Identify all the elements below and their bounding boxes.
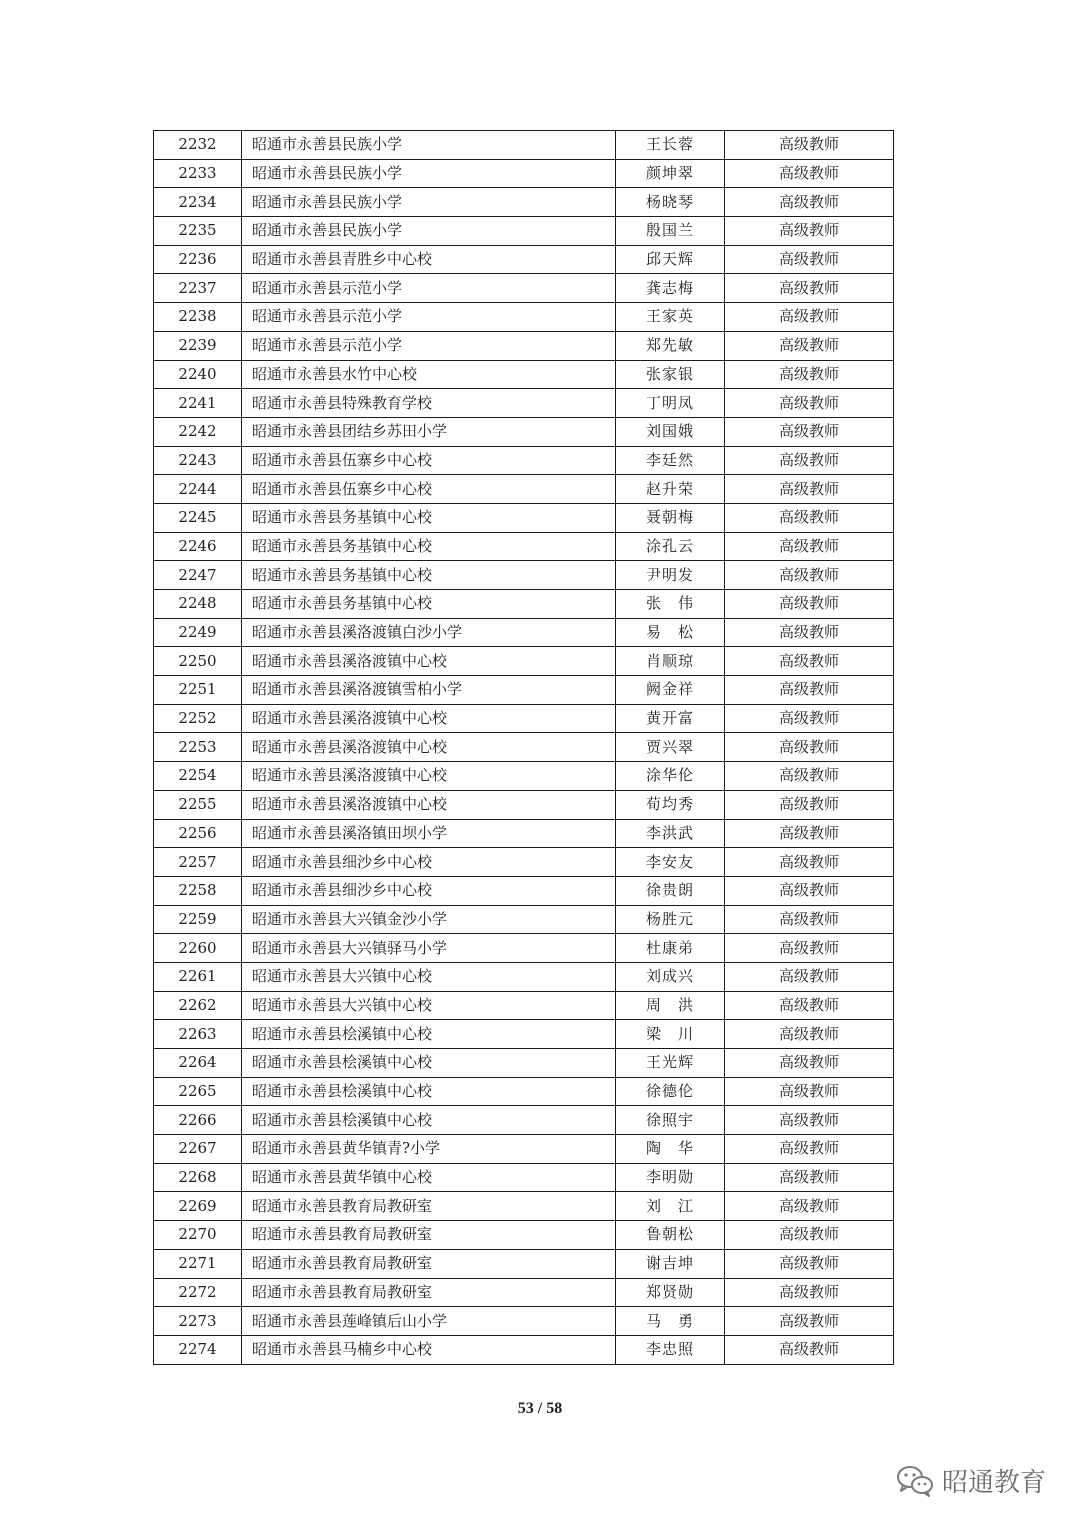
- row-number: 2266: [154, 1106, 242, 1135]
- teacher-title: 高级教师: [725, 876, 894, 905]
- school-name: 昭通市永善县教育局教研室: [242, 1278, 616, 1307]
- school-name: 昭通市永善县务基镇中心校: [242, 590, 616, 619]
- school-name: 昭通市永善县溪洛渡镇中心校: [242, 733, 616, 762]
- teacher-name: 邱天辉: [616, 245, 725, 274]
- school-name: 昭通市永善县桧溪镇中心校: [242, 1077, 616, 1106]
- teacher-title: 高级教师: [725, 131, 894, 160]
- teacher-title: 高级教师: [725, 1192, 894, 1221]
- teacher-title: 高级教师: [725, 704, 894, 733]
- teacher-name: 阙金祥: [616, 676, 725, 705]
- teacher-title: 高级教师: [725, 389, 894, 418]
- row-number: 2271: [154, 1249, 242, 1278]
- teacher-name: 聂朝梅: [616, 503, 725, 532]
- teacher-name: 李廷然: [616, 446, 725, 475]
- row-number: 2269: [154, 1192, 242, 1221]
- row-number: 2273: [154, 1307, 242, 1336]
- teacher-name: 易 松: [616, 618, 725, 647]
- school-name: 昭通市永善县桧溪镇中心校: [242, 1049, 616, 1078]
- teacher-title: 高级教师: [725, 417, 894, 446]
- teacher-name: 王光辉: [616, 1049, 725, 1078]
- teacher-title: 高级教师: [725, 1135, 894, 1164]
- school-name: 昭通市永善县细沙乡中心校: [242, 848, 616, 877]
- school-name: 昭通市永善县黄华镇中心校: [242, 1163, 616, 1192]
- teacher-title: 高级教师: [725, 1249, 894, 1278]
- table-row: [154, 245, 894, 274]
- teacher-title: 高级教师: [725, 217, 894, 246]
- teacher-name: 杜康弟: [616, 934, 725, 963]
- table-row: [154, 1307, 894, 1336]
- row-number: 2236: [154, 245, 242, 274]
- teacher-name: 涂华伦: [616, 762, 725, 791]
- teacher-title: 高级教师: [725, 503, 894, 532]
- table-row: [154, 819, 894, 848]
- school-name: 昭通市永善县细沙乡中心校: [242, 876, 616, 905]
- wechat-icon: [896, 1465, 934, 1497]
- teacher-name: 李洪武: [616, 819, 725, 848]
- teacher-title: 高级教师: [725, 1163, 894, 1192]
- teacher-title: 高级教师: [725, 360, 894, 389]
- row-number: 2260: [154, 934, 242, 963]
- row-number: 2244: [154, 475, 242, 504]
- teacher-title: 高级教师: [725, 1077, 894, 1106]
- table-row: [154, 762, 894, 791]
- teacher-name: 徐德伦: [616, 1077, 725, 1106]
- teacher-name: 李明勋: [616, 1163, 725, 1192]
- teacher-title: 高级教师: [725, 1049, 894, 1078]
- table-row: [154, 131, 894, 160]
- teacher-name: 郑先敏: [616, 331, 725, 360]
- row-number: 2251: [154, 676, 242, 705]
- school-name: 昭通市永善县溪洛渡镇白沙小学: [242, 618, 616, 647]
- teacher-name: 荀均秀: [616, 790, 725, 819]
- row-number: 2232: [154, 131, 242, 160]
- school-name: 昭通市永善县大兴镇金沙小学: [242, 905, 616, 934]
- table-row: [154, 159, 894, 188]
- table-row: [154, 1192, 894, 1221]
- teacher-title: 高级教师: [725, 991, 894, 1020]
- teacher-title: 高级教师: [725, 848, 894, 877]
- table-body: [154, 131, 894, 1365]
- teacher-name: 颜坤翠: [616, 159, 725, 188]
- teacher-title: 高级教师: [725, 532, 894, 561]
- teacher-title: 高级教师: [725, 1335, 894, 1364]
- teacher-title: 高级教师: [725, 159, 894, 188]
- school-name: 昭通市永善县务基镇中心校: [242, 503, 616, 532]
- table-row: [154, 1077, 894, 1106]
- table-row: [154, 790, 894, 819]
- table-row: [154, 676, 894, 705]
- table-row: [154, 1106, 894, 1135]
- teacher-title: 高级教师: [725, 274, 894, 303]
- table-row: [154, 188, 894, 217]
- teacher-name: 陶 华: [616, 1135, 725, 1164]
- school-name: 昭通市永善县黄华镇青?小学: [242, 1135, 616, 1164]
- teacher-name: 郑贤勋: [616, 1278, 725, 1307]
- row-number: 2257: [154, 848, 242, 877]
- teacher-title: 高级教师: [725, 1106, 894, 1135]
- teacher-title: 高级教师: [725, 1221, 894, 1250]
- table-row: [154, 991, 894, 1020]
- table-row: [154, 217, 894, 246]
- teacher-name: 刘 江: [616, 1192, 725, 1221]
- table-row: [154, 934, 894, 963]
- school-name: 昭通市永善县教育局教研室: [242, 1221, 616, 1250]
- school-name: 昭通市永善县民族小学: [242, 188, 616, 217]
- teacher-title: 高级教师: [725, 1307, 894, 1336]
- table-row: [154, 561, 894, 590]
- table-row: [154, 905, 894, 934]
- teacher-title: 高级教师: [725, 905, 894, 934]
- school-name: 昭通市永善县教育局教研室: [242, 1249, 616, 1278]
- table-row: [154, 733, 894, 762]
- teacher-title: 高级教师: [725, 1278, 894, 1307]
- teacher-name: 尹明发: [616, 561, 725, 590]
- table-row: [154, 1049, 894, 1078]
- table-row: [154, 876, 894, 905]
- teacher-title: 高级教师: [725, 790, 894, 819]
- teacher-title: 高级教师: [725, 590, 894, 619]
- teacher-name: 梁 川: [616, 1020, 725, 1049]
- teacher-name: 杨胜元: [616, 905, 725, 934]
- school-name: 昭通市永善县伍寨乡中心校: [242, 475, 616, 504]
- teacher-name: 王长蓉: [616, 131, 725, 160]
- row-number: 2249: [154, 618, 242, 647]
- teacher-title: 高级教师: [725, 1020, 894, 1049]
- teacher-title: 高级教师: [725, 331, 894, 360]
- row-number: 2247: [154, 561, 242, 590]
- row-number: 2237: [154, 274, 242, 303]
- teacher-title: 高级教师: [725, 962, 894, 991]
- table-row: [154, 848, 894, 877]
- school-name: 昭通市永善县桧溪镇中心校: [242, 1020, 616, 1049]
- watermark: [896, 1462, 1046, 1499]
- table-row: [154, 389, 894, 418]
- row-number: 2255: [154, 790, 242, 819]
- row-number: 2239: [154, 331, 242, 360]
- table-row: [154, 475, 894, 504]
- table-row: [154, 446, 894, 475]
- row-number: 2265: [154, 1077, 242, 1106]
- teacher-title: 高级教师: [725, 475, 894, 504]
- school-name: 昭通市永善县溪洛渡镇中心校: [242, 790, 616, 819]
- row-number: 2235: [154, 217, 242, 246]
- teacher-name: 马 勇: [616, 1307, 725, 1336]
- teacher-name: 张家银: [616, 360, 725, 389]
- table-row: [154, 274, 894, 303]
- school-name: 昭通市永善县大兴镇中心校: [242, 991, 616, 1020]
- table-row: [154, 1278, 894, 1307]
- teacher-title: 高级教师: [725, 762, 894, 791]
- school-name: 昭通市永善县溪洛渡镇中心校: [242, 762, 616, 791]
- school-name: 昭通市永善县伍寨乡中心校: [242, 446, 616, 475]
- table-row: [154, 962, 894, 991]
- teacher-name: 李忠照: [616, 1335, 725, 1364]
- table-row: [154, 1249, 894, 1278]
- table-row: [154, 1135, 894, 1164]
- school-name: 昭通市永善县示范小学: [242, 331, 616, 360]
- teacher-title: 高级教师: [725, 188, 894, 217]
- teacher-name: 殷国兰: [616, 217, 725, 246]
- teacher-name: 贾兴翠: [616, 733, 725, 762]
- row-number: 2254: [154, 762, 242, 791]
- teacher-name: 王家英: [616, 303, 725, 332]
- teacher-name: 赵升荣: [616, 475, 725, 504]
- row-number: 2240: [154, 360, 242, 389]
- table-row: [154, 360, 894, 389]
- school-name: 昭通市永善县示范小学: [242, 274, 616, 303]
- teacher-name: 徐贵朗: [616, 876, 725, 905]
- row-number: 2270: [154, 1221, 242, 1250]
- teacher-title: 高级教师: [725, 303, 894, 332]
- row-number: 2267: [154, 1135, 242, 1164]
- school-name: 昭通市永善县特殊教育学校: [242, 389, 616, 418]
- table-row: [154, 1163, 894, 1192]
- school-name: 昭通市永善县团结乡苏田小学: [242, 417, 616, 446]
- row-number: 2250: [154, 647, 242, 676]
- school-name: 昭通市永善县溪洛渡镇雪柏小学: [242, 676, 616, 705]
- row-number: 2263: [154, 1020, 242, 1049]
- teacher-name: 丁明凤: [616, 389, 725, 418]
- row-number: 2233: [154, 159, 242, 188]
- school-name: 昭通市永善县桧溪镇中心校: [242, 1106, 616, 1135]
- school-name: 昭通市永善县青胜乡中心校: [242, 245, 616, 274]
- teacher-name: 涂孔云: [616, 532, 725, 561]
- row-number: 2248: [154, 590, 242, 619]
- teacher-name: 龚志梅: [616, 274, 725, 303]
- row-number: 2262: [154, 991, 242, 1020]
- school-name: 昭通市永善县大兴镇驿马小学: [242, 934, 616, 963]
- row-number: 2256: [154, 819, 242, 848]
- teacher-title: 高级教师: [725, 733, 894, 762]
- table-row: [154, 503, 894, 532]
- table-row: [154, 590, 894, 619]
- row-number: 2246: [154, 532, 242, 561]
- teacher-name: 刘国娥: [616, 417, 725, 446]
- table-row: [154, 303, 894, 332]
- table-row: [154, 417, 894, 446]
- school-name: 昭通市永善县务基镇中心校: [242, 532, 616, 561]
- school-name: 昭通市永善县民族小学: [242, 131, 616, 160]
- teacher-name: 李安友: [616, 848, 725, 877]
- school-name: 昭通市永善县教育局教研室: [242, 1192, 616, 1221]
- row-number: 2241: [154, 389, 242, 418]
- teacher-name: 谢吉坤: [616, 1249, 725, 1278]
- row-number: 2258: [154, 876, 242, 905]
- table-row: [154, 1020, 894, 1049]
- watermark-text: 昭通教育: [941, 1468, 1046, 1498]
- teacher-title: 高级教师: [725, 245, 894, 274]
- teacher-title: 高级教师: [725, 446, 894, 475]
- teacher-title: 高级教师: [725, 819, 894, 848]
- teacher-title: 高级教师: [725, 934, 894, 963]
- teacher-name: 肖顺琼: [616, 647, 725, 676]
- school-name: 昭通市永善县莲峰镇后山小学: [242, 1307, 616, 1336]
- teacher-title: 高级教师: [725, 647, 894, 676]
- school-name: 昭通市永善县大兴镇中心校: [242, 962, 616, 991]
- school-name: 昭通市永善县务基镇中心校: [242, 561, 616, 590]
- table-row: [154, 532, 894, 561]
- teacher-name: 张 伟: [616, 590, 725, 619]
- row-number: 2261: [154, 962, 242, 991]
- table-row: [154, 618, 894, 647]
- school-name: 昭通市永善县水竹中心校: [242, 360, 616, 389]
- teacher-name: 刘成兴: [616, 962, 725, 991]
- school-name: 昭通市永善县马楠乡中心校: [242, 1335, 616, 1364]
- row-number: 2264: [154, 1049, 242, 1078]
- row-number: 2252: [154, 704, 242, 733]
- teacher-title: 高级教师: [725, 676, 894, 705]
- row-number: 2272: [154, 1278, 242, 1307]
- school-name: 昭通市永善县溪洛渡镇中心校: [242, 647, 616, 676]
- teacher-name: 鲁朝松: [616, 1221, 725, 1250]
- school-name: 昭通市永善县民族小学: [242, 217, 616, 246]
- table-row: [154, 1221, 894, 1250]
- row-number: 2259: [154, 905, 242, 934]
- row-number: 2243: [154, 446, 242, 475]
- row-number: 2234: [154, 188, 242, 217]
- school-name: 昭通市永善县溪洛渡镇中心校: [242, 704, 616, 733]
- teacher-list-table: [153, 130, 894, 1365]
- teacher-name: 杨晓琴: [616, 188, 725, 217]
- table-row: [154, 704, 894, 733]
- row-number: 2245: [154, 503, 242, 532]
- table-row: [154, 331, 894, 360]
- teacher-title: 高级教师: [725, 618, 894, 647]
- row-number: 2253: [154, 733, 242, 762]
- page-number: 53 / 58: [517, 1400, 563, 1417]
- teacher-name: 徐照宇: [616, 1106, 725, 1135]
- teacher-name: 周 洪: [616, 991, 725, 1020]
- table-row: [154, 647, 894, 676]
- table-row: [154, 1335, 894, 1364]
- school-name: 昭通市永善县示范小学: [242, 303, 616, 332]
- row-number: 2238: [154, 303, 242, 332]
- school-name: 昭通市永善县民族小学: [242, 159, 616, 188]
- row-number: 2268: [154, 1163, 242, 1192]
- school-name: 昭通市永善县溪洛镇田坝小学: [242, 819, 616, 848]
- row-number: 2274: [154, 1335, 242, 1364]
- row-number: 2242: [154, 417, 242, 446]
- teacher-title: 高级教师: [725, 561, 894, 590]
- teacher-name: 黄开富: [616, 704, 725, 733]
